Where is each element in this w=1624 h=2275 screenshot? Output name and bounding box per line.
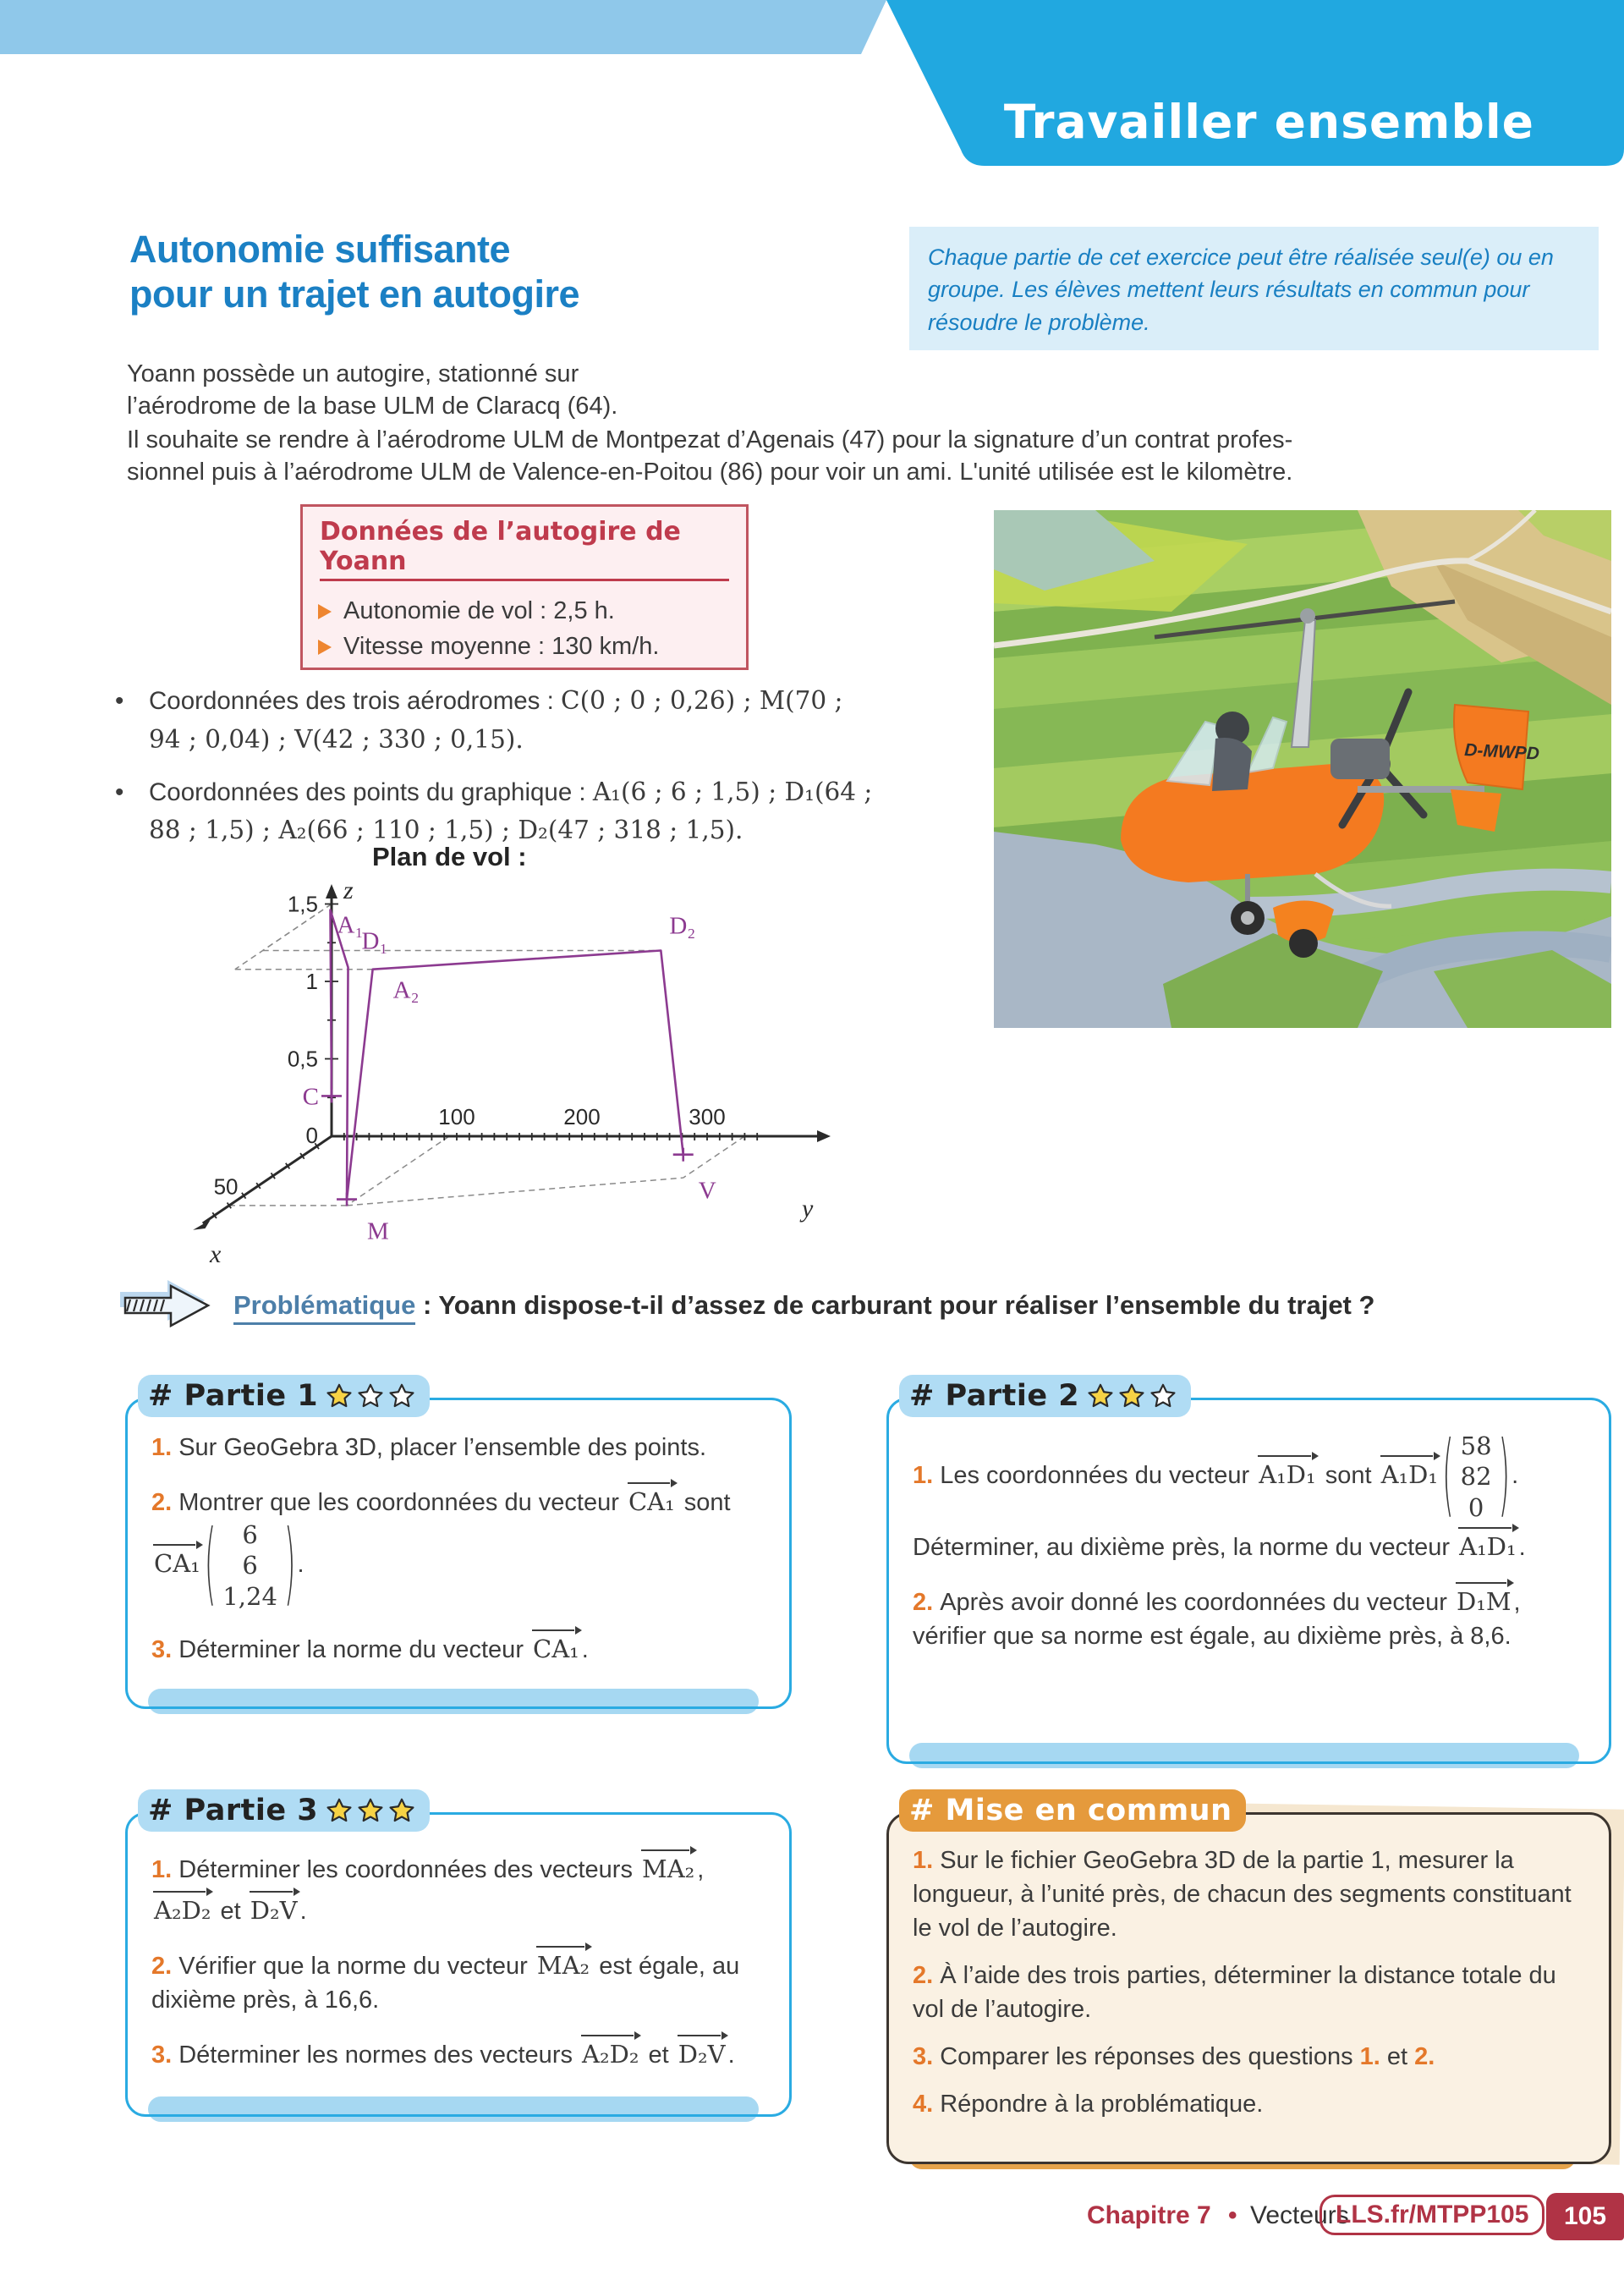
star-icon <box>1149 1382 1177 1410</box>
partie-2-questions <box>913 1425 1587 1653</box>
question: 3. Comparer les réponses des questions 1. et 2. <box>913 2043 1435 2071</box>
partie-1-title: # Partie 1 <box>148 1379 319 1413</box>
problematique-question: Yoann dispose-t-il d’assez de carburant pour réaliser l’ensemble du trajet ? <box>438 1290 1375 1320</box>
engine <box>1330 739 1390 779</box>
question-number: 1. <box>913 1847 934 1874</box>
difficulty-stars <box>325 1382 416 1410</box>
problematique-separator: : <box>415 1290 439 1320</box>
z-axis-label: z <box>343 876 354 904</box>
list-item <box>115 773 876 851</box>
star-icon <box>387 1382 416 1410</box>
exercise-title-line1: Autonomie suffisante <box>129 228 511 271</box>
coordinates-list <box>115 682 876 864</box>
autogire-data-box <box>300 504 749 670</box>
bullet-lead: Coordonnées des points du graphique : <box>149 778 593 806</box>
partie-1-header <box>138 1375 430 1417</box>
z-tick-label: 1,5 <box>287 891 318 917</box>
bullet-lead: Coordonnées des trois aérodromes : <box>149 687 562 715</box>
flight-plan-svg <box>118 871 863 1275</box>
group-work-note-text: Chaque partie de cet exercice peut être réalisée seul(e) ou en groupe. Les élèves mettent leurs résultats en commun pour résoudre le problème. <box>928 245 1554 335</box>
header-light-band <box>0 0 886 54</box>
arrow-icon <box>120 1279 215 1332</box>
partie-2-title: # Partie 2 <box>909 1379 1080 1413</box>
star-icon <box>325 1797 354 1824</box>
vector-notation: D₂V <box>248 1887 300 1923</box>
question-number: 3. <box>151 1635 173 1663</box>
partie-1-questions <box>151 1431 767 1667</box>
question-number: 1. <box>151 1856 173 1883</box>
z-axis-arrow <box>326 884 337 898</box>
intro-paragraph-2 <box>127 425 1599 488</box>
point-label: V <box>698 1177 716 1205</box>
question-ref: 2. <box>1414 2043 1435 2071</box>
partie-3-box <box>125 1794 792 2117</box>
point-label: C <box>302 1083 319 1111</box>
question-number: 2. <box>913 1962 934 1990</box>
data-item-vitesse <box>318 633 729 661</box>
star-icon <box>1086 1382 1115 1410</box>
page-footer <box>0 2193 1624 2244</box>
z-tick-label: 0,5 <box>287 1046 318 1072</box>
problematique-label: Problématique <box>233 1290 415 1325</box>
bullet-math: A₁(6 ; 6 ; 1,5) ; D₁(64 ; 88 ; 1,5) ; A₂(66 ; 110 ; 1,5) ; D₂(47 ; 318 ; 1,5). <box>149 777 873 845</box>
question: 1. Sur GeoGebra 3D, placer l’ensemble des points. <box>151 1434 707 1461</box>
star-icon <box>356 1382 385 1410</box>
intro-p1-line1: Yoann possède un autogire, stationné sur <box>127 360 579 387</box>
problematique-row <box>120 1279 1374 1332</box>
difficulty-stars <box>325 1797 416 1824</box>
mise-en-commun-box <box>886 1794 1611 2164</box>
question: 2. Vérifier que la norme du vecteur MA₂ est égale, au dixième près, à 16,6. <box>151 1942 767 2017</box>
chart-title: Plan de vol : <box>372 842 527 871</box>
question: 2. À l’aide des trois parties, déterminer la distance totale du vol de l’autogire. <box>913 1962 1556 2024</box>
question-number: 1. <box>151 1434 173 1461</box>
question: 3. Déterminer les normes des vecteurs A₂D₂ et D₂V . <box>151 2030 767 2072</box>
list-item <box>115 682 876 760</box>
vector-notation: CA₁ <box>530 1625 582 1662</box>
question: 2. Montrer que les coordonnées du vecteur CA₁ sont CA₁ ( 6 6 1,24 ) . <box>151 1478 767 1612</box>
wheel-hub <box>1241 911 1254 925</box>
y-tick-label: 200 <box>563 1104 601 1129</box>
y-tick-label: 300 <box>689 1104 726 1129</box>
vector-notation: MA₂ <box>639 1845 697 1882</box>
question-number: 1. <box>913 1462 934 1490</box>
triangle-bullet-icon <box>318 604 332 619</box>
data-item-autonomie <box>318 597 729 625</box>
vector-notation: CA₁ <box>151 1540 203 1576</box>
difficulty-stars <box>1086 1382 1177 1410</box>
page-number-badge: 105 <box>1546 2193 1624 2240</box>
intro-paragraph-1 <box>127 359 617 422</box>
vector-notation: A₁D₁ <box>1256 1451 1318 1487</box>
triangle-bullet-icon <box>318 640 332 655</box>
group-work-note <box>909 227 1599 350</box>
vector-notation: CA₁ <box>626 1478 678 1514</box>
page-banner-title: Travailler ensemble <box>1003 95 1534 149</box>
y-tick-label: 100 <box>438 1104 475 1129</box>
section-label: Vecteurs <box>1250 2201 1349 2229</box>
question-number: 2. <box>151 1489 173 1517</box>
x-axis-label: x <box>210 1240 222 1268</box>
x-axis-arrow <box>193 1220 210 1230</box>
vector-notation: A₂D₂ <box>151 1887 213 1923</box>
question-number: 2. <box>151 1953 173 1981</box>
front-wheel <box>1289 929 1318 958</box>
point-label: A₂ <box>392 976 420 1004</box>
bullet-icon: • <box>115 687 124 715</box>
question: 1. Les coordonnées du vecteur A₁D₁ sont A₁D₁ ( 58 82 0 ) . Déterminer, au dixième près, la norme du vecteur A₁D₁ . <box>913 1425 1526 1561</box>
vector-notation: A₁D₁ <box>1457 1523 1518 1559</box>
registration-text: D-MWPD <box>1463 740 1540 764</box>
exercise-title <box>129 227 579 316</box>
intro-p2-line1: Il souhaite se rendre à l’aérodrome ULM de Montpezat d’Agenais (47) pour la signature d’un contrat profes- <box>127 426 1293 453</box>
partie-2-box <box>886 1379 1611 1764</box>
question-number: 4. <box>913 2091 934 2118</box>
bullet-math: C(0 ; 0 ; 0,26) ; M(70 ; 94 ; 0,04) ; V(42 ; 330 ; 0,15). <box>149 686 843 754</box>
y-axis-arrow <box>817 1130 831 1142</box>
data-item-text: Autonomie de vol : 2,5 h. <box>343 597 615 624</box>
footer-bullet: • <box>1228 2201 1237 2229</box>
question-number: 2. <box>913 1588 934 1616</box>
point-label: A₁ <box>337 911 364 939</box>
partie-3-header <box>138 1789 430 1832</box>
question-number: 3. <box>151 2041 173 2069</box>
column-vector: ( 6 6 1,24 ) <box>204 1514 296 1618</box>
origin-label: 0 <box>305 1123 318 1148</box>
pilot-body <box>1212 738 1252 791</box>
z-tick-label: 1 <box>305 969 318 994</box>
question-ref: 1. <box>1359 2043 1380 2071</box>
intro-p2-line2: sionnel puis à l’aérodrome ULM de Valence-en-Poitou (86) pour voir un ami. L'unité utilisée est le kilomètre. <box>127 458 1293 486</box>
vector-notation: D₂V <box>676 2030 728 2067</box>
vector-notation: D₁M <box>1454 1578 1514 1614</box>
mise-questions <box>913 1844 1587 2121</box>
vector-notation: A₁D₁ <box>1379 1451 1440 1487</box>
autogire-data-title: Données de l’autogire de Yoann <box>320 517 729 581</box>
question-number: 3. <box>913 2043 934 2071</box>
x-tick-label: 50 <box>213 1173 239 1200</box>
partie-1-box <box>125 1379 792 1709</box>
column-vector: ( 58 82 0 ) <box>1442 1425 1511 1529</box>
star-icon <box>387 1797 416 1824</box>
y-axis-label: y <box>802 1195 814 1223</box>
intro-p1-line2: l’aérodrome de la base ULM de Claracq (64). <box>127 392 618 420</box>
mise-header <box>899 1789 1246 1832</box>
aerial-autogyro-photo <box>994 510 1611 1028</box>
dashed-guide <box>347 1178 683 1206</box>
chapter-label: Chapitre 7 <box>1087 2201 1211 2229</box>
vector-notation: A₂D₂ <box>579 2030 641 2067</box>
star-icon <box>325 1382 354 1410</box>
star-icon <box>1117 1382 1146 1410</box>
partie-3-title: # Partie 3 <box>148 1794 319 1827</box>
mise-title: # Mise en commun <box>909 1794 1232 1827</box>
data-item-text: Vitesse moyenne : 130 km/h. <box>343 633 660 660</box>
partie-3-questions <box>151 1845 767 2072</box>
point-label: D₁ <box>361 927 388 955</box>
dashed-guide <box>347 1136 449 1206</box>
question: 4. Répondre à la problématique. <box>913 2091 1264 2118</box>
question: 1. Déterminer les coordonnées des vecteurs MA₂ , A₂D₂ et D₂V . <box>151 1845 767 1928</box>
star-icon <box>356 1797 385 1824</box>
flight-plan-chart <box>118 842 863 1278</box>
question: 2. Après avoir donné les coordonnées du vecteur D₁M , vérifier que sa norme est égale, au dixième près, à 8,6. <box>913 1578 1587 1653</box>
rotor-hub <box>1300 608 1315 624</box>
question: 1. Sur le fichier GeoGebra 3D de la partie 1, mesurer la longueur, à l’unité près, de chacun des segments constituant le vol de l’autogire. <box>913 1847 1572 1943</box>
point-label: D₂ <box>669 912 696 940</box>
bullet-icon: • <box>115 778 124 806</box>
dashed-guide <box>683 1136 745 1178</box>
question: 3. Déterminer la norme du vecteur CA₁ . <box>151 1625 767 1667</box>
vector-notation: MA₂ <box>535 1942 592 1978</box>
partie-2-header <box>899 1375 1191 1417</box>
lls-link-badge[interactable]: LLS.fr/MTPP105 <box>1320 2195 1544 2235</box>
point-label: M <box>367 1217 389 1245</box>
problematique-text <box>233 1290 1374 1321</box>
exercise-title-line2: pour un trajet en autogire <box>129 272 580 316</box>
